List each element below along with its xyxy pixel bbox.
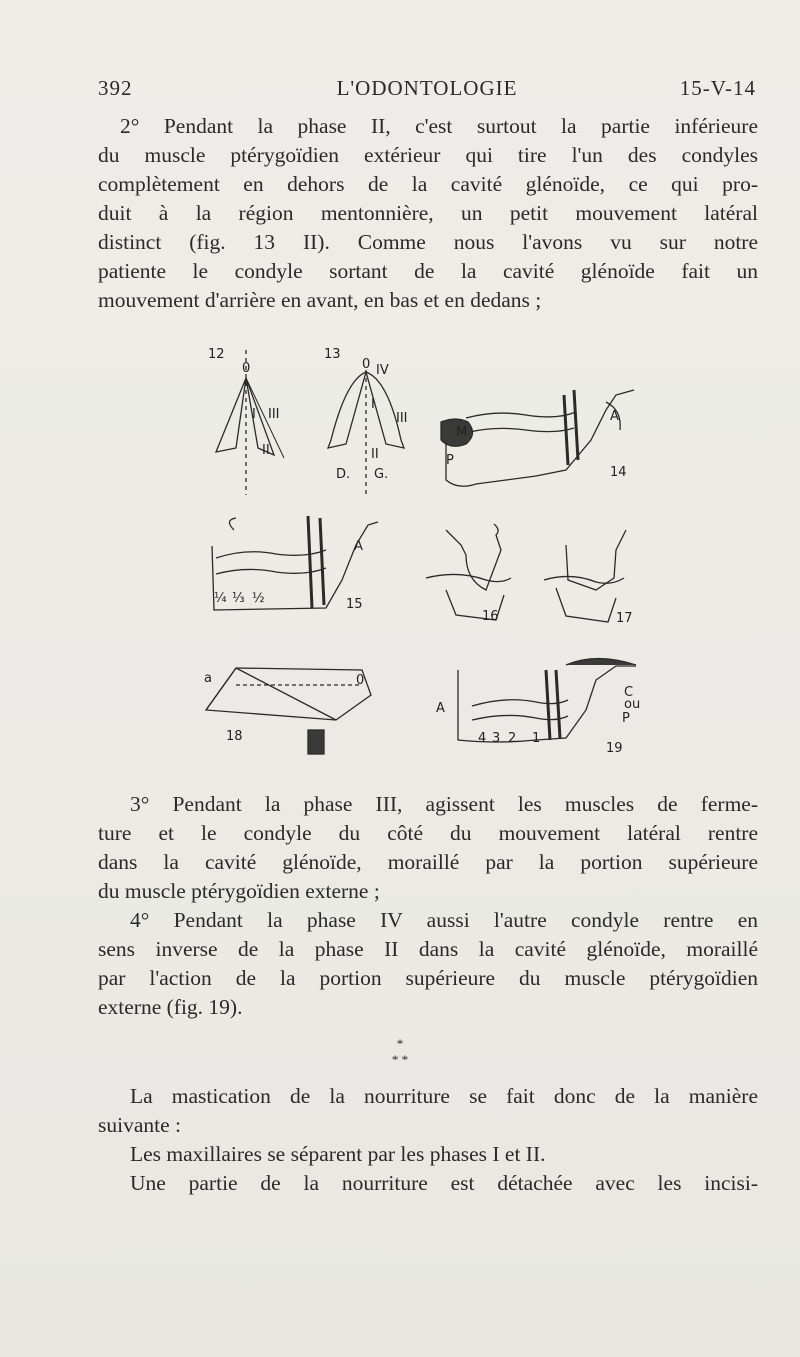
figure-number: 14 [610, 465, 627, 480]
phase-label: II [371, 447, 379, 462]
phase-label: III [268, 407, 280, 422]
figure-number: 16 [482, 609, 499, 624]
label-0: 0 [356, 673, 365, 688]
figure-number: 19 [606, 741, 623, 756]
label-c: C [624, 685, 634, 700]
tooth-number: 1 [532, 731, 541, 746]
text-line: 2° Pendant la phase II, c'est surtout la partie inférieure [120, 114, 758, 138]
figure-18 [204, 668, 371, 754]
tooth-number: 4 [478, 731, 487, 746]
text-line: externe (fig. 19). [98, 995, 243, 1019]
label-p: P [446, 453, 454, 468]
page-number: 392 [98, 76, 133, 100]
text-line: duit à la région mentonnière, un petit mouvement latéral [98, 201, 758, 225]
text-line: Une partie de la nourriture est détachée avec les incisi- [130, 1171, 758, 1195]
paragraph-phase-3 [98, 790, 758, 906]
figure-12 [208, 347, 284, 495]
phase-label: II [262, 443, 270, 458]
figure-19 [436, 659, 640, 757]
phase-label: I [371, 397, 375, 412]
text-line: Les maxillaires se séparent par les phases I et II. [130, 1142, 546, 1166]
stars: * * [391, 1052, 409, 1067]
phase-label: IV [376, 363, 389, 378]
point-label: 0 [362, 357, 371, 372]
label-a: a [204, 671, 212, 686]
journal-title: L'ODONTOLOGIE [336, 76, 518, 100]
figure-15 [212, 516, 378, 612]
text-line: du muscle ptérygoïdien extérieur qui tire l'un des condyles [98, 143, 758, 167]
text-line: La mastication de la nourriture se fait donc de la manière [130, 1084, 758, 1108]
section-break [392, 1036, 408, 1068]
tooth-number: 3 [492, 731, 501, 746]
figure-number: 18 [226, 729, 243, 744]
text-line: complètement en dehors de la cavité glénoïde, ce qui pro- [98, 172, 758, 196]
text-line: patiente le condyle sortant de la cavité glénoïde fait un [98, 259, 758, 283]
side-label: D. [336, 467, 351, 482]
text-line: sens inverse de la phase II dans la cavité glénoïde, moraillé [98, 937, 758, 961]
paragraph-phase-2 [98, 112, 758, 315]
figure-number: 12 [208, 347, 225, 362]
paragraph-mastication [98, 1082, 758, 1140]
text-line: 4° Pendant la phase IV aussi l'autre condyle rentre en [130, 908, 758, 932]
label-a: A [436, 701, 445, 716]
figure-14 [441, 390, 634, 486]
text-line: du muscle ptérygoïdien externe ; [98, 879, 380, 903]
fraction-label: ⅓ [232, 591, 245, 606]
issue-date: 15-V-14 [679, 76, 756, 100]
tooth-number: 2 [508, 731, 517, 746]
paragraph-food [98, 1169, 758, 1198]
side-label: G. [374, 467, 389, 482]
fraction-label: ¼ [214, 591, 227, 606]
text-line: 3° Pendant la phase III, agissent les muscles de ferme- [130, 792, 758, 816]
label-m: M [456, 425, 468, 440]
label-ou: ou [624, 697, 641, 712]
text-line: mouvement d'arrière en avant, en bas et en dedans ; [98, 288, 542, 312]
figure-13 [324, 347, 408, 495]
fraction-label: ½ [252, 591, 265, 606]
label-a: A [610, 409, 619, 424]
phase-label: I [252, 407, 256, 422]
label-a: A [354, 539, 363, 554]
jaw-diagrams [196, 340, 756, 770]
phase-label: III [396, 411, 408, 426]
figure-17 [544, 530, 633, 626]
star: * [396, 1036, 404, 1051]
point-label: 0 [242, 361, 251, 376]
text-line: distinct (fig. 13 II). Comme nous l'avons vu sur notre [98, 230, 758, 254]
text-line: ture et le condyle du côté du mouvement latéral rentre [98, 821, 758, 845]
paragraph-phase-4 [98, 906, 758, 1022]
label-p: P [622, 711, 630, 726]
figure-number: 13 [324, 347, 341, 362]
text-line: dans la cavité glénoïde, moraillé par la portion supérieure [98, 850, 758, 874]
text-line: suivante : [98, 1113, 181, 1137]
text-line: par l'action de la portion supérieure du muscle ptérygoïdien [98, 966, 758, 990]
figure-16 [426, 524, 511, 624]
running-header [98, 76, 756, 106]
figure-plate [196, 340, 756, 770]
paragraph-separation [98, 1140, 758, 1169]
figure-number: 17 [616, 611, 633, 626]
figure-number: 15 [346, 597, 363, 612]
